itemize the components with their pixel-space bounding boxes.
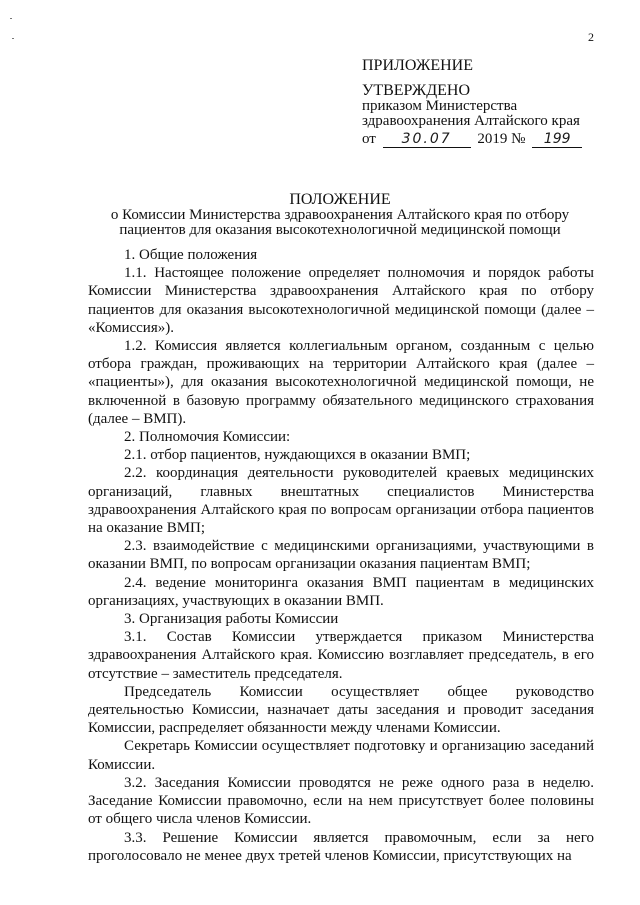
approval-order-line: приказом Министерства: [362, 98, 518, 114]
title-line-2: пациентов для оказания высокотехнологичной медицинской помощи: [119, 222, 561, 238]
annex-label: ПРИЛОЖЕНИЕ: [362, 57, 474, 74]
paragraph-3-3: 3.3. Решение Комиссии является правомочным, если за него проголосовало не менее двух третей членов Комиссии, присутствующих на: [88, 829, 594, 864]
title-main: ПОЛОЖЕНИЕ: [289, 191, 391, 208]
page-number: 2: [588, 30, 594, 44]
paragraph-2-1: 2.1. отбор пациентов, нуждающихся в оказании ВМП;: [124, 447, 471, 464]
paragraph-3-1: 3.1. Состав Комиссии утверждается приказом Министерства здравоохранения Алтайского края. Комиссию возглавляет председатель, в его отсутствие – заместитель председателя.: [88, 629, 594, 682]
paragraph-secretary: Секретарь Комиссии осуществляет подготовку и организацию заседаний Комиссии.: [88, 738, 594, 773]
section-heading-powers: 2. Полномочия Комиссии:: [124, 429, 291, 446]
approval-date-line: [362, 132, 612, 148]
approval-block: [362, 58, 612, 148]
section-heading-general: 1. Общие положения: [124, 247, 258, 263]
paragraph-2-4: 2.4. ведение мониторинга оказания ВМП пациентам в медицинских организациях, участвующих в оказании ВМП.: [88, 574, 594, 609]
scan-artifact: [12, 38, 14, 39]
approval-ministry-line: здравоохранения Алтайского края: [362, 113, 580, 129]
handwritten-order-number: 199: [532, 132, 582, 148]
title-line-1: о Комиссии Министерства здравоохранения Алтайского края по отбору: [110, 207, 570, 223]
order-year: 2019 №: [477, 131, 526, 147]
paragraph-1-2: 1.2. Комиссия является коллегиальным органом, созданным с целью отбора граждан, проживающих на территории Алтайского края (далее – «пациенты»), для оказания высокотехнологичной медицинской помощи, не включенной в базовую программу обязательного медицинского страхования (далее – ВМП).: [88, 338, 594, 427]
date-prefix: от: [362, 131, 376, 147]
document-title: [100, 192, 580, 238]
approved-label: УТВЕРЖДЕНО: [362, 82, 471, 99]
paragraph-2-2: 2.2. координация деятельности руководителей краевых медицинских организаций, главных внештатных специалистов Министерства здравоохранения Алтайского края по вопросам организации отбора пациентов на оказание ВМП;: [88, 465, 594, 537]
scan-artifact: [10, 18, 12, 19]
paragraph-3-2: 3.2. Заседания Комиссии проводятся не реже одного раза в неделю. Заседание Комиссии правомочно, если на нем присутствует более половины от общего числа членов Комиссии.: [88, 774, 594, 828]
handwritten-date: 30.07: [383, 132, 471, 148]
document-body: [88, 246, 594, 865]
paragraph-chairman: Председатель Комиссии осуществляет общее руководство деятельностью Комиссии, назначает даты заседания и проводит заседания Комиссии, распределяет обязанности между членами Комиссии.: [88, 683, 594, 737]
paragraph-1-1: 1.1. Настоящее положение определяет полномочия и порядок работы Комиссии Министерства здравоохранения Алтайского края по отбору пациентов для оказания высокотехнологичной медицинской помощи (далее – «Комиссия»).: [88, 265, 594, 336]
section-heading-organization: 3. Организация работы Комиссии: [124, 611, 339, 628]
paragraph-2-3: 2.3. взаимодействие с медицинскими организациями, участвующими в оказании ВМП, по вопросам организации оказания пациентам ВМП;: [88, 538, 594, 573]
